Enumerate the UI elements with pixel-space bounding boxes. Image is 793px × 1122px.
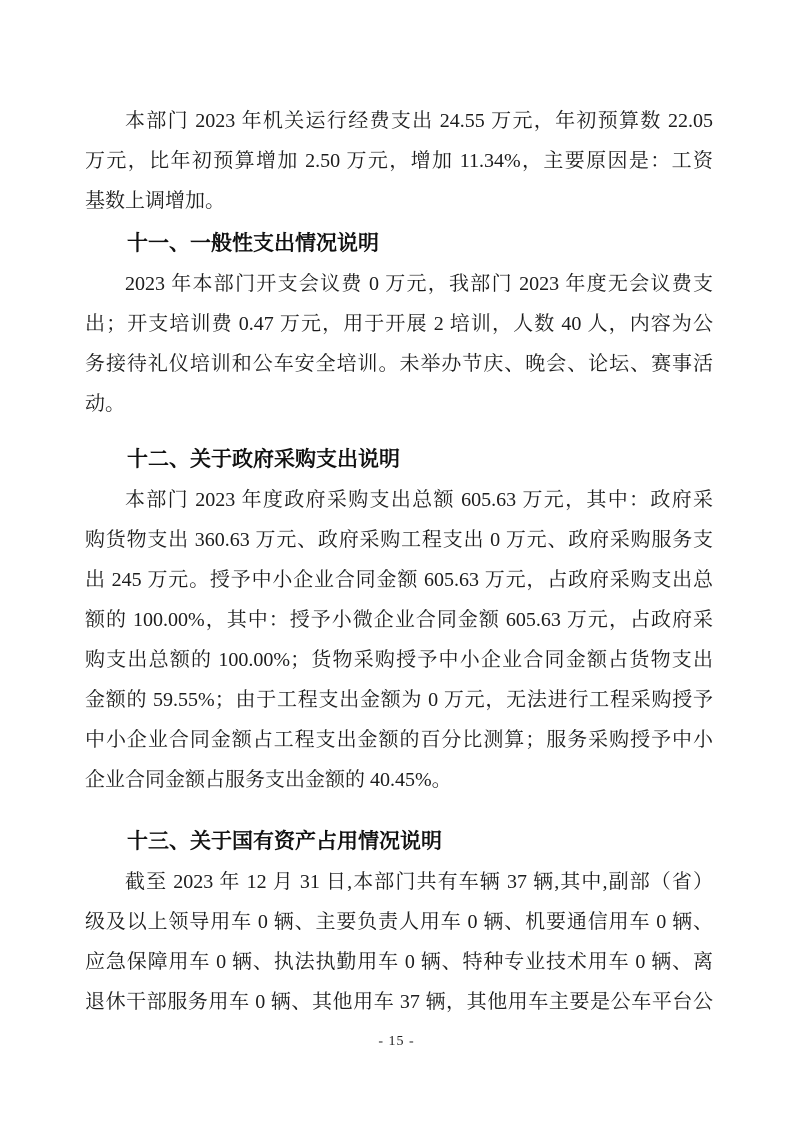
paragraph-line: 购货物支出 360.63 万元、政府采购工程支出 0 万元、政府采购服务支 xyxy=(85,529,713,551)
paragraph-line: 企业合同金额占服务支出金额的 40.45%。 xyxy=(85,769,452,791)
section-heading-11: 十一、一般性支出情况说明 xyxy=(127,232,379,255)
paragraph-line: 截至 2023 年 12 月 31 日,本部门共有车辆 37 辆,其中,副部（省） xyxy=(125,871,713,893)
section-paragraph-13 xyxy=(85,862,713,1022)
paragraph-line: 应急保障用车 0 辆、执法执勤用车 0 辆、特种专业技术用车 0 辆、离 xyxy=(85,951,713,973)
paragraph-line: 万元，比年初预算增加 2.50 万元，增加 11.34%，主要原因是：工资 xyxy=(85,150,713,172)
paragraph-line: 动。 xyxy=(85,393,125,415)
paragraph-line: 中小企业合同金额占工程支出金额的百分比测算；服务采购授予中小 xyxy=(85,729,713,751)
document-content xyxy=(85,101,713,1022)
paragraph-line: 本部门 2023 年机关运行经费支出 24.55 万元，年初预算数 22.05 xyxy=(125,110,713,132)
intro-paragraph xyxy=(85,101,713,221)
paragraph-line: 级及以上领导用车 0 辆、主要负责人用车 0 辆、机要通信用车 0 辆、 xyxy=(85,911,713,933)
section-heading-12: 十二、关于政府采购支出说明 xyxy=(127,448,400,471)
paragraph-line: 出 245 万元。授予中小企业合同金额 605.63 万元，占政府采购支出总 xyxy=(85,569,713,591)
paragraph-line: 基数上调增加。 xyxy=(85,190,225,212)
paragraph-line: 出；开支培训费 0.47 万元，用于开展 2 培训，人数 40 人，内容为公 xyxy=(85,313,713,335)
page-footer xyxy=(0,1034,793,1050)
paragraph-line: 退休干部服务用车 0 辆、其他用车 37 辆，其他用车主要是公车平台公 xyxy=(85,991,713,1013)
paragraph-line: 购支出总额的 100.00%；货物采购授予中小企业合同金额占货物支出 xyxy=(85,649,713,671)
page-number: - 15 - xyxy=(378,1034,415,1049)
section-paragraph-11 xyxy=(85,264,713,424)
paragraph-line: 2023 年本部门开支会议费 0 万元，我部门 2023 年度无会议费支 xyxy=(125,273,713,295)
paragraph-line: 额的 100.00%，其中：授予小微企业合同金额 605.63 万元，占政府采 xyxy=(85,609,713,631)
paragraph-line: 金额的 59.55%；由于工程支出金额为 0 万元，无法进行工程采购授予 xyxy=(85,689,713,711)
paragraph-line: 务接待礼仪培训和公车安全培训。未举办节庆、晚会、论坛、赛事活 xyxy=(85,353,713,375)
paragraph-line: 本部门 2023 年度政府采购支出总额 605.63 万元，其中：政府采 xyxy=(125,489,713,511)
section-heading-13: 十三、关于国有资产占用情况说明 xyxy=(127,830,442,853)
section-paragraph-12 xyxy=(85,480,713,800)
